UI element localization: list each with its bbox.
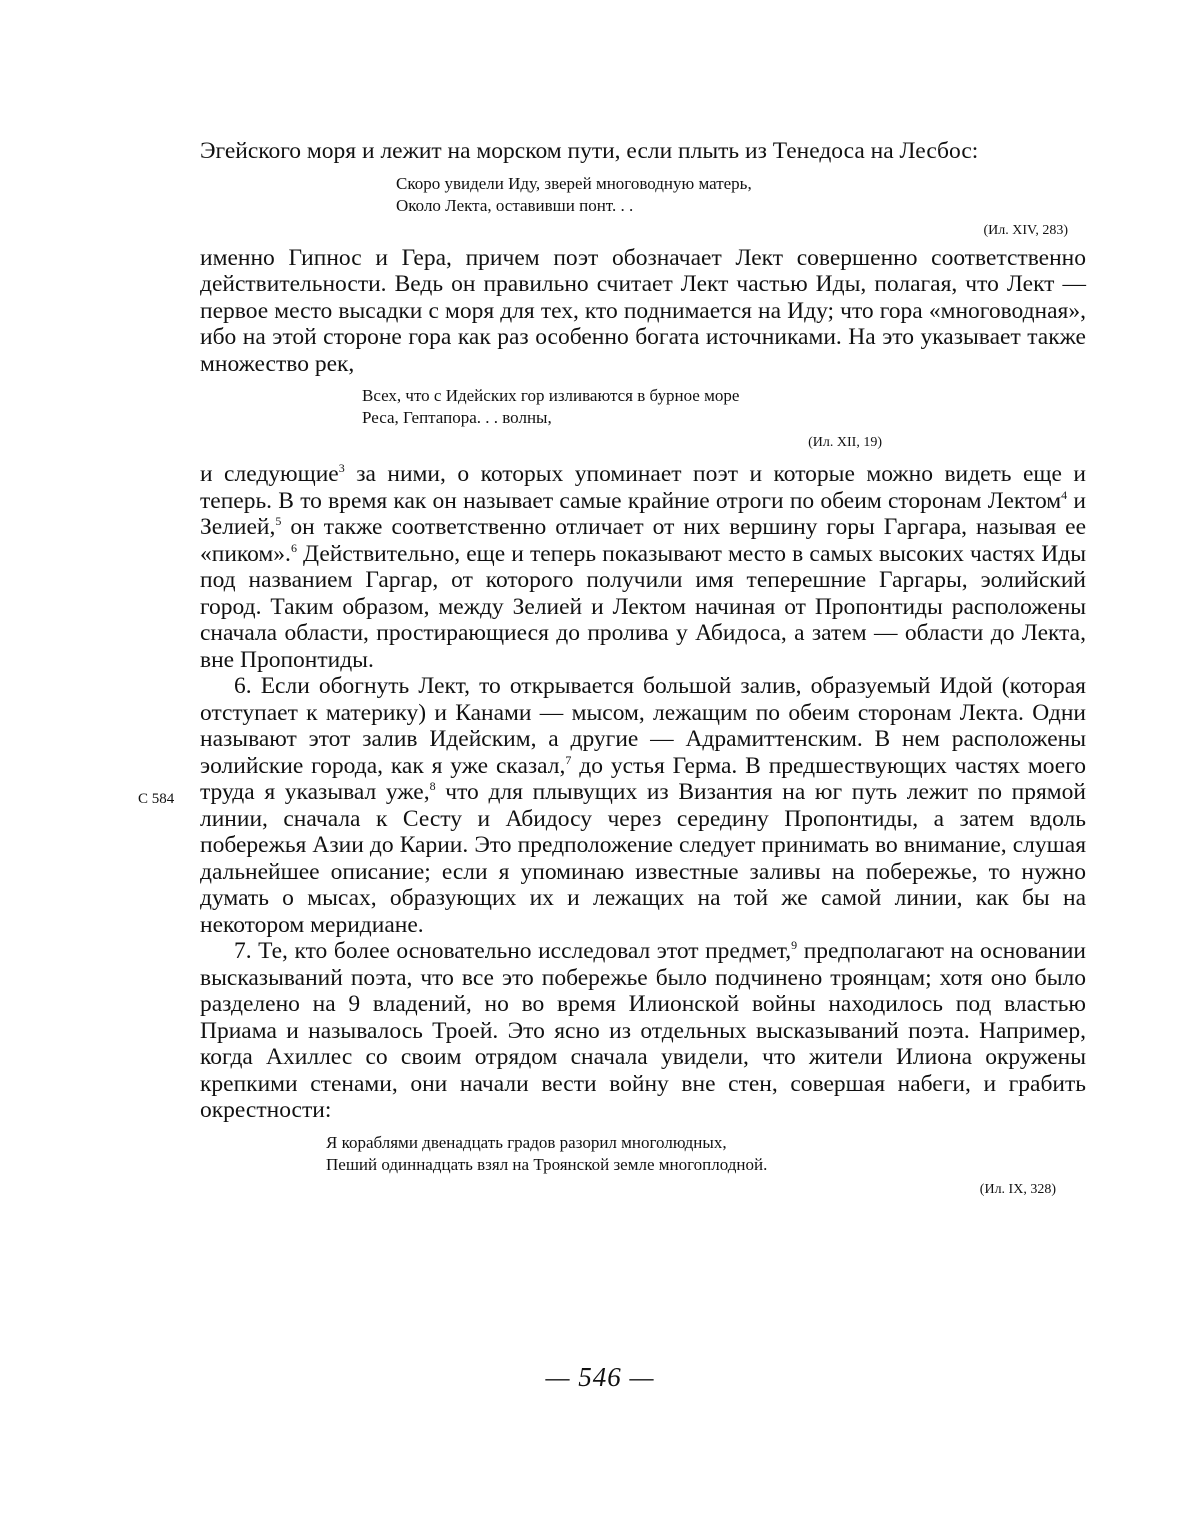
text-run: он также соответственно отличает от них вершину горы Гаргара, называя ее «пиком».	[200, 514, 1086, 567]
footnote-ref[interactable]: 5	[275, 514, 281, 528]
text-run: что для плывущих из Византия на юг путь лежит по прямой линии, сначала к Сесту и Абидосу через середину Пропонтиды, а затем вдоль побережья Азии до Карии. Это предположение следует принимать во внимание, слушая дальнейшее описание; если я упоминаю известные заливы на побережье, то нужно думать о мысах, образующих их и лежащих на той же самой линии, как бы на некотором меридиане.	[200, 779, 1086, 938]
footnote-ref[interactable]: 8	[430, 779, 436, 793]
text-run: и следующие	[200, 461, 339, 487]
page-number: — 546 —	[0, 1362, 1200, 1393]
verse-quote-iliad-9	[326, 1132, 1056, 1200]
verse-citation: (Ил. XIV, 283)	[396, 221, 1068, 241]
text-run: за ними, о которых упоминает поэт и которые можно видеть еще и теперь. В то время как он называет самые крайние отроги по обеим сторонам Лектом	[200, 461, 1086, 514]
footnote-ref[interactable]: 9	[791, 938, 797, 952]
verse-quote-iliad-12	[362, 385, 882, 453]
footnote-ref[interactable]: 4	[1061, 488, 1067, 502]
footnote-ref[interactable]: 6	[291, 541, 297, 555]
paragraph-lekt: именно Гипнос и Гера, причем поэт обозначает Лект совершенно соответственно действительности. Ведь он правильно считает Лект частью Иды, полагая, что Лект — первое место высадки с моря для тех, кто поднимается на Иду; что гора «многоводная», ибо на этой стороне гора как раз особенно богата источниками. На это указывает также множество рек,	[200, 245, 1086, 378]
footnote-ref[interactable]: 7	[565, 753, 571, 767]
text-run: и Зелией,	[200, 488, 1086, 541]
paragraph-section-7	[200, 938, 1086, 1124]
margin-reference: С 584	[138, 789, 174, 809]
footnote-ref[interactable]: 3	[339, 461, 345, 475]
main-text	[200, 138, 1086, 1200]
verse-citation: (Ил. XII, 19)	[362, 433, 882, 453]
text-run: предполагают на основании высказываний поэта, что все это побережье было подчинено троянцам; хотя оно было разделено на 9 владений, но во время Илионской войны находилось под властью Приама и называлось Троей. Это ясно из отдельных высказываний поэта. Например, когда Ахиллес со своим отрядом сначала увидели, что жители Илиона окружены крепкими стенами, они начали вести войну вне стен, совершая набеги, и грабить окрестности:	[200, 938, 1086, 1123]
paragraph-section-6	[200, 673, 1086, 938]
verse-line: Всех, что с Идейских гор изливаются в бурное море	[362, 385, 882, 407]
paragraph-intro: Эгейского моря и лежит на морском пути, если плыть из Тенедоса на Лесбос:	[200, 138, 1086, 165]
verse-line: Я кораблями двенадцать градов разорил многолюдных,	[326, 1132, 1056, 1154]
verse-line: Реса, Гептапора. . . волны,	[362, 407, 882, 429]
text-run: до устья Герма. В предшествующих частях моего труда я указывал уже,	[200, 753, 1086, 806]
text-run: 6. Если обогнуть Лект, то открывается большой залив, образуемый Идой (которая отступает к материку) и Канами — мысом, лежащим по обеим сторонам Лекта. Одни называют этот залив Идейским, а другие — Адрамиттенским. В нем расположены эолийские города, как я уже сказал,	[200, 673, 1086, 779]
text-run: 7. Те, кто более основательно исследовал этот предмет,	[234, 938, 791, 964]
verse-quote-iliad-14	[396, 173, 1068, 241]
verse-citation: (Ил. IX, 328)	[326, 1180, 1056, 1200]
verse-line: Скоро увидели Иду, зверей многоводную матерь,	[396, 173, 1068, 195]
verse-line: Пеший одиннадцать взял на Троянской земле многоплодной.	[326, 1154, 1056, 1176]
text-run: Действительно, еще и теперь показывают место в самых высоких частях Иды под названием Гаргар, от которого получили имя теперешние Гаргары, эолийский город. Таким образом, между Зелией и Лектом начиная от Пропонтиды расположены сначала области, простирающиеся до пролива у Абидоса, а затем — области до Лекта, вне Пропонтиды.	[200, 541, 1086, 673]
paragraph-gargara	[200, 461, 1086, 673]
verse-line: Около Лекта, оставивши понт. . .	[396, 195, 1068, 217]
